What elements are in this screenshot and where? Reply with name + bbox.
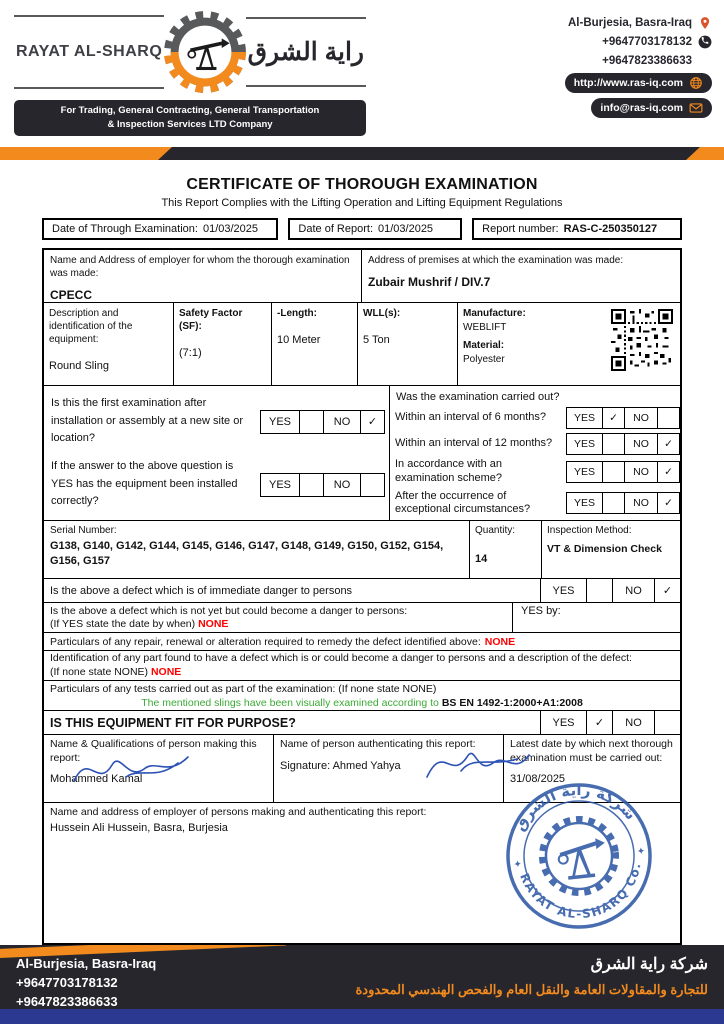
equipment-description-cell: [44, 303, 174, 385]
future-danger-row: [44, 602, 680, 632]
manufacture-value: WEBLIFT: [463, 322, 507, 333]
company-name-ar: راية الشرق: [246, 17, 366, 87]
svg-text:RAYAT AL-SHARQ Co.: [517, 859, 649, 927]
contact-info: [565, 16, 712, 118]
fit-no-checkbox[interactable]: [654, 711, 680, 734]
future-danger-label: Is the above a defect which is not yet but could become a danger to persons:: [50, 605, 408, 617]
interval-6-months-row: [395, 407, 680, 429]
item0-no-label: NO: [624, 407, 658, 429]
header: [0, 0, 724, 166]
footer-tagline-arabic: للتجارة والمقاولات العامة والنقل العام والفحص الهندسي المحدودة: [355, 982, 708, 997]
immediate-yes-label: YES: [540, 579, 586, 602]
serial-number-cell: [44, 521, 470, 578]
exceptional-circumstances-row: [395, 490, 680, 518]
next-examination-date: 31/08/2025: [510, 773, 566, 786]
equipment-row: [44, 302, 680, 385]
equipment-description-label: Description and identification of the equipment:: [49, 308, 133, 345]
safety-factor-value: (7:1): [179, 347, 202, 359]
future-danger-value: NONE: [198, 618, 229, 631]
fit-yes-label: YES: [540, 711, 586, 734]
q1-no-checkbox[interactable]: ✓: [360, 410, 385, 434]
q2-answer-boxes: [260, 473, 385, 497]
date-of-examination-box: [42, 218, 278, 240]
footer-phone1: +9647703178132: [16, 974, 118, 990]
footer-contact: [16, 955, 156, 1009]
serial-number-value: G138, G140, G142, G144, G145, G146, G147, G148, G149, G150, G152, G154, G156, G157: [50, 540, 444, 567]
carried-out-section: [390, 386, 680, 520]
authenticator-signature-text: Signature: Ahmed Yahya: [280, 759, 401, 772]
part-defect-value: NONE: [150, 665, 182, 678]
length-cell: [272, 303, 358, 385]
stamp-pumpjack-icon: [557, 837, 608, 880]
icon-spacer: [698, 54, 712, 68]
q1-no-label: NO: [323, 410, 361, 434]
report-authenticator-label: Name of person authenticating this report:: [280, 738, 476, 750]
report-maker-cell: [44, 735, 274, 802]
repair-value: NONE: [484, 635, 516, 648]
carried-out-header: Was the examination carried out?: [396, 391, 560, 403]
header-orange-stripe-left: [0, 147, 172, 160]
equipment-description-value: Round Sling: [49, 360, 109, 372]
final-employer-value: Hussein Ali Hussein, Basra, Burjesia: [50, 821, 228, 834]
signatures-row: [44, 734, 680, 802]
footer-blue-bar: [0, 1009, 724, 1024]
company-tagline: [14, 100, 366, 136]
final-employer-row: [44, 780, 680, 943]
repair-row: [44, 632, 680, 650]
fit-for-purpose-label: IS THIS EQUIPMENT FIT FOR PURPOSE?: [50, 715, 296, 730]
future-danger-cell: [44, 603, 512, 632]
item0-yes-checkbox[interactable]: ✓: [602, 407, 625, 429]
yes-by-cell: YES by:: [512, 603, 680, 632]
first-examination-section: [44, 386, 390, 520]
item0-yes-label: YES: [566, 407, 603, 429]
next-examination-label: Latest date by which next thorough examination must be carried out:: [510, 738, 673, 764]
date-exam-label: Date of Through Examination:: [52, 223, 198, 235]
stamp-star-right: ✦: [636, 846, 646, 858]
report-maker-name: Mohammed Kamal: [50, 773, 143, 786]
q2-yes-checkbox[interactable]: [299, 473, 324, 497]
wll-value: 5 Ton: [363, 334, 390, 346]
gear-pumpjack-logo-icon: [161, 8, 249, 96]
report-number-value: RAS-C-250350127: [563, 223, 658, 235]
title-block: [0, 176, 724, 209]
immediate-yes-checkbox[interactable]: [586, 579, 612, 602]
employer-row: [44, 250, 680, 302]
tests-note: The mentioned slings have been visually examined according to: [141, 697, 439, 710]
exceptional-circumstances-label: After the occurrence of exceptional circumstances?: [395, 489, 531, 516]
globe-icon: [689, 76, 703, 90]
item3-no-checkbox[interactable]: ✓: [657, 492, 680, 514]
contact-address-line: [568, 16, 712, 30]
wll-label: WLL(s):: [363, 308, 401, 319]
exceptional-circumstances-boxes: [567, 492, 680, 514]
safety-factor-cell: [174, 303, 272, 385]
logo-row: [14, 8, 366, 96]
footer-address: Al-Burjesia, Basra-Iraq: [16, 956, 157, 971]
installed-correctly-question: [48, 458, 385, 511]
tests-note-line: [50, 696, 674, 710]
employer-label: Name and Address of employer for whom the thorough examination was made:: [50, 255, 350, 279]
contact-address: Al-Burjesia, Basra-Iraq: [568, 17, 692, 29]
inspection-method-cell: [542, 521, 680, 578]
phone-icon: [698, 35, 712, 49]
report-authenticator-cell: [274, 735, 504, 802]
contact-phone1: +9647703178132: [602, 36, 692, 48]
length-label: -Length:: [277, 308, 317, 319]
interval-12-months-label: Within an interval of 12 months?: [395, 436, 553, 449]
examination-scheme-label: In accordance with an examination scheme?: [395, 458, 503, 484]
premises-label: Address of premises at which the examination was made:: [368, 255, 624, 266]
report-maker-label: Name & Qualifications of person making this report:: [50, 738, 257, 764]
item3-no-label: NO: [624, 492, 658, 514]
q1-label: Is this the first examination after installation or assembly at a new site or location?: [51, 397, 243, 445]
location-pin-icon: [698, 16, 712, 30]
future-danger-sublabel: (If YES state the date by when): [50, 618, 196, 631]
safety-factor-label: Safety Factor (SF):: [179, 308, 243, 332]
certificate-table: [42, 248, 682, 945]
stamp-arabic-text: شركة راية الشرق: [510, 780, 640, 835]
item2-no-checkbox[interactable]: ✓: [657, 461, 680, 483]
footer-company-arabic: شركة راية الشرق: [590, 956, 708, 973]
item3-yes-label: YES: [566, 492, 603, 514]
q2-no-label: NO: [323, 473, 361, 497]
serial-row: [44, 520, 680, 578]
repair-label: Particulars of any repair, renewal or alteration required to remedy the defect identified above:: [50, 635, 481, 648]
manufacture-material-cell: [458, 303, 680, 385]
immediate-no-checkbox[interactable]: ✓: [654, 579, 680, 602]
report-number-box: [472, 218, 682, 240]
item2-yes-label: YES: [566, 461, 603, 483]
footer-phone2: +9647823386633: [16, 993, 118, 1009]
q2-no-checkbox[interactable]: [360, 473, 385, 497]
item2-no-label: NO: [624, 461, 658, 483]
qr-code: [611, 309, 673, 371]
inspection-method-label: Inspection Method:: [547, 525, 632, 536]
item2-yes-checkbox[interactable]: [602, 461, 625, 483]
stamp-english-text: RAYAT AL-SHARQ Co.: [517, 861, 644, 922]
item0-no-checkbox[interactable]: [657, 407, 680, 429]
part-defect-row: [44, 650, 680, 680]
part-defect-sublabel: (If none state NONE): [50, 665, 149, 678]
tests-standard: BS EN 1492-1:2000+A1:2008: [441, 697, 583, 710]
examination-scheme-boxes: [567, 461, 680, 483]
quantity-cell: [470, 521, 542, 578]
wll-cell: [358, 303, 458, 385]
item1-yes-checkbox[interactable]: [602, 433, 625, 455]
q1-yes-checkbox[interactable]: [299, 410, 324, 434]
company-logo: [14, 8, 366, 136]
fit-for-purpose-row: [44, 710, 680, 734]
tests-row: [44, 680, 680, 710]
envelope-icon: [689, 101, 703, 115]
certificate-title: CERTIFICATE OF THOROUGH EXAMINATION: [186, 176, 538, 193]
item3-yes-checkbox[interactable]: [602, 492, 625, 514]
contact-phone2: +9647823386633: [602, 55, 692, 67]
final-employer-label: Name and address of employer of persons making and authenticating this report:: [50, 806, 427, 818]
item1-no-checkbox[interactable]: ✓: [657, 433, 680, 455]
q2-label: If the answer to the above question is YES has the equipment been installed correctly?: [51, 460, 238, 508]
footer-dark-band: [0, 945, 724, 1009]
footer: [0, 944, 724, 1024]
email-link[interactable]: [591, 98, 712, 118]
website-text: http://www.ras-iq.com: [573, 77, 683, 89]
company-name-en: RAYAT AL-SHARQ: [14, 15, 164, 89]
date-of-report-box: [288, 218, 462, 240]
contact-phone1-line: [602, 35, 712, 49]
contact-phone2-line: [602, 54, 712, 68]
examination-scheme-row: [395, 458, 680, 486]
employer-cell: [44, 250, 362, 302]
interval-12-months-row: [395, 433, 680, 455]
interval-6-months-label: Within an interval of 6 months?: [395, 410, 547, 423]
fit-no-label: NO: [612, 711, 654, 734]
immediate-no-label: NO: [612, 579, 654, 602]
website-link[interactable]: [565, 73, 712, 93]
employer-value: CPECC: [50, 288, 93, 302]
q1-yes-label: YES: [260, 410, 300, 434]
email-text: info@ras-iq.com: [600, 102, 683, 114]
tagline-line1: For Trading, General Contracting, General Transportation: [60, 105, 320, 116]
certificate-subtitle: This Report Complies with the Lifting Operation and Lifting Equipment Regulations: [161, 197, 563, 209]
q2-yes-label: YES: [260, 473, 300, 497]
material-label: Material:: [463, 340, 505, 351]
next-examination-cell: [504, 735, 680, 802]
item1-no-label: NO: [624, 433, 658, 455]
tagline-line2: & Inspection Services LTD Company: [107, 118, 273, 130]
manufacture-material-text: [463, 307, 526, 381]
final-employer-cell: [44, 780, 680, 943]
premises-cell: [362, 250, 680, 302]
material-value: Polyester: [463, 354, 505, 365]
date-report-value: 01/03/2025: [378, 223, 434, 235]
part-defect-label: Identification of any part found to have a defect which is or could become a danger to persons and a description of the defect:: [50, 651, 632, 664]
date-row: [42, 218, 682, 240]
length-value: 10 Meter: [277, 334, 321, 346]
interval-12-months-boxes: [567, 433, 680, 455]
tests-label: Particulars of any tests carried out as part of the examination: (If none state NONE): [50, 683, 437, 695]
stamp-star-left: ✦: [513, 859, 523, 871]
quantity-label: Quantity:: [475, 525, 516, 536]
premises-value: Zubair Mushrif / DIV.7: [368, 275, 491, 289]
report-number-label: Report number:: [482, 223, 559, 235]
part-defect-line2: [50, 666, 674, 680]
interval-6-months-boxes: [567, 407, 680, 429]
date-exam-value: 01/03/2025: [202, 223, 259, 235]
first-examination-question: [48, 395, 385, 448]
future-danger-line2: [50, 618, 506, 631]
item1-yes-label: YES: [566, 433, 603, 455]
serial-number-label: Serial Number:: [50, 525, 117, 536]
q1-answer-boxes: [260, 410, 385, 434]
immediate-danger-label: Is the above a defect which is of immediate danger to persons: [50, 584, 353, 597]
quantity-value: 14: [475, 553, 488, 565]
examination-row: [44, 385, 680, 520]
immediate-danger-row: [44, 578, 680, 602]
inspection-method-value: VT & Dimension Check: [547, 543, 662, 555]
fit-yes-checkbox[interactable]: ✓: [586, 711, 612, 734]
manufacture-label: Manufacture:: [463, 308, 526, 319]
footer-arabic: [356, 954, 709, 998]
date-report-label: Date of Report:: [298, 223, 373, 235]
